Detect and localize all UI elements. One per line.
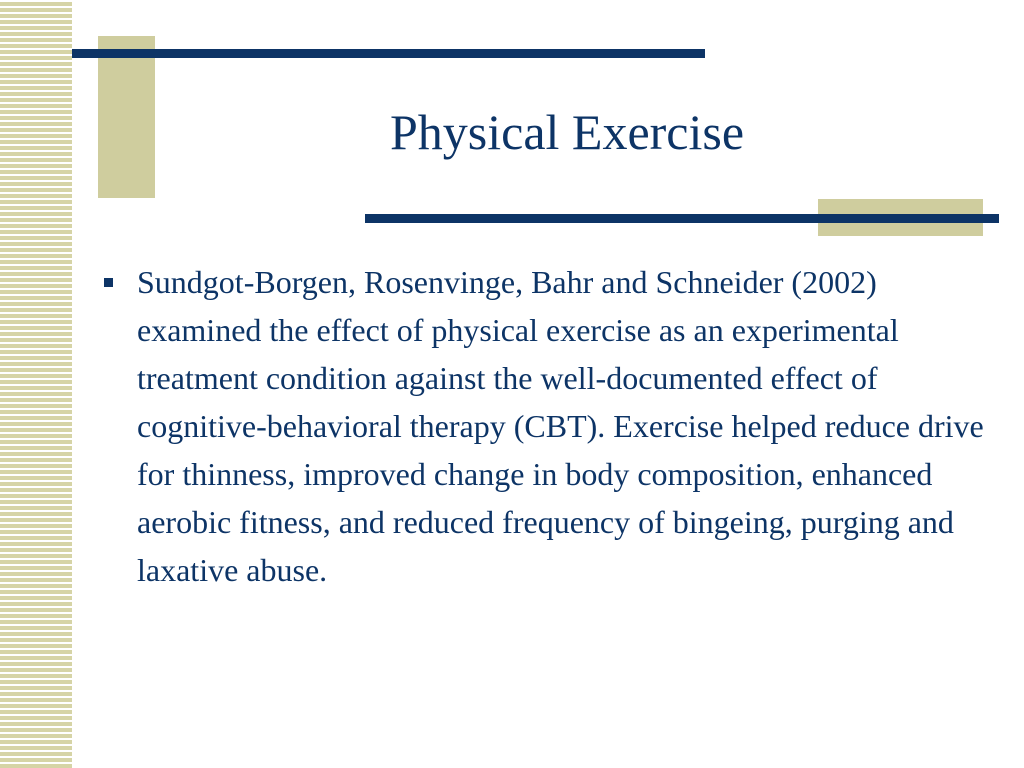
- bullet-list: [100, 258, 990, 594]
- square-bullet-icon: [104, 278, 113, 287]
- bullet-text: Sundgot-Borgen, Rosenvinge, Bahr and Schneider (2002) examined the effect of physical exercise as an experimental treatment condition against the well-documented effect of cognitive-behavioral therapy (CBT). Exercise helped reduce drive for thinness, improved change in body composition, enhanced aerobic fitness, and reduced frequency of bingeing, purging and laxative abuse.: [137, 264, 984, 588]
- decorative-rule-bottom: [365, 214, 999, 223]
- decorative-accent-block-top: [98, 36, 155, 198]
- slide-title: Physical Exercise: [389, 104, 745, 160]
- decorative-rule-top: [72, 49, 705, 58]
- decorative-stripe-band: [0, 0, 72, 768]
- bullet-item: [100, 258, 990, 594]
